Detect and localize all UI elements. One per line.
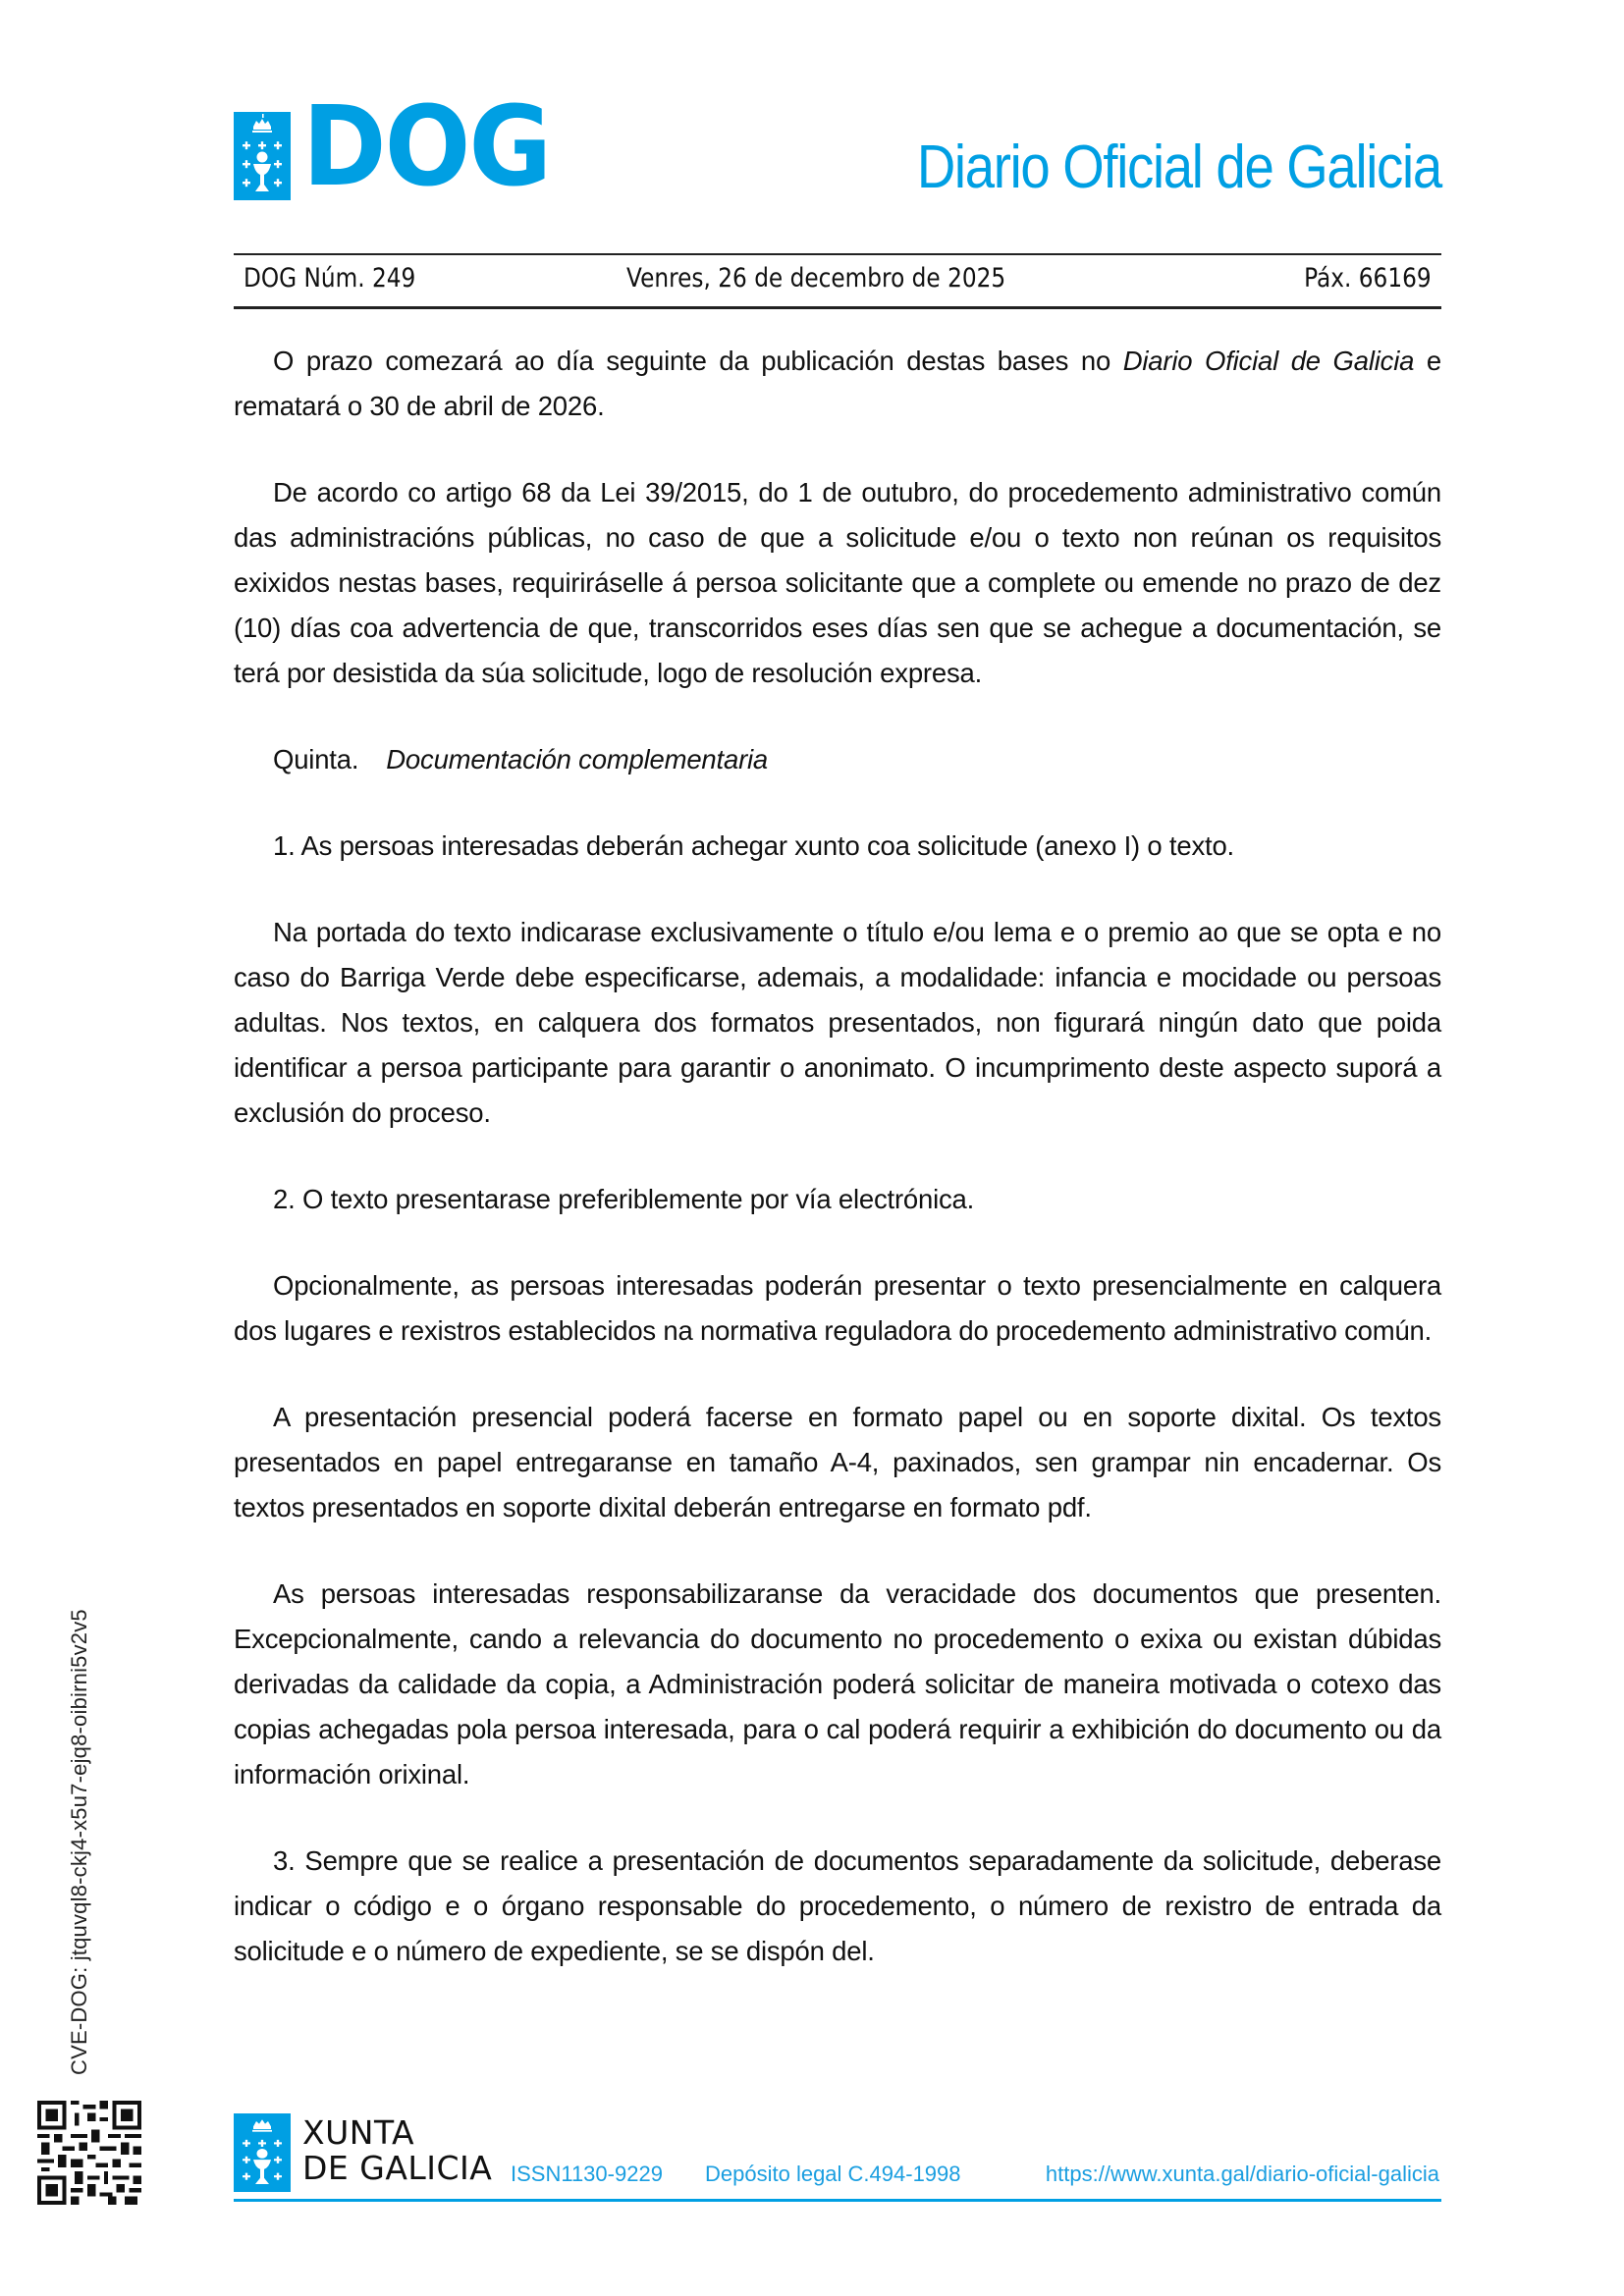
paragraph: As persoas interesadas responsabilizaranse da veracidade dos documentos que presenten. Excepcionalmente, cando a relevancia do documento no procedemento o exixa ou existan dúbidas derivadas da calidade da copia, a Administración poderá solicitar de maneira motivada o cotexo das copias achegadas pola persoa interesada, para o cal poderá requirir a exhibición do documento ou da información orixinal. xyxy=(234,1578,1441,1789)
footer-deposito-legal: Depósito legal C.494-1998 xyxy=(705,2162,961,2186)
xunta-logo-line2: DE GALICIA xyxy=(302,2149,493,2187)
footer-issn: ISSN1130-9229 xyxy=(511,2162,663,2186)
paragraph: A presentación presencial poderá facerse en formato papel ou en soporte dixital. Os textos presentados en papel entregaranse en tamaño A-4, paxinados, sen grampar nin encadernar. Os textos presentados en soporte dixital deberán entregarse en formato pdf. xyxy=(234,1402,1441,1522)
text: e rematará o 30 de abril de 2026. xyxy=(234,346,1441,421)
document-body xyxy=(234,339,1441,2015)
cve-code: CVE-DOG: jtquvql8-ckj4-x5u7-ejq8-oibirni5v2v5 xyxy=(67,1609,91,2075)
galicia-coat-of-arms-icon xyxy=(234,2113,291,2192)
xunta-logo-text xyxy=(302,2115,492,2186)
xunta-de-galicia-logo xyxy=(234,2113,499,2194)
italic-publication-name: Diario Oficial de Galicia xyxy=(1122,346,1415,376)
paragraph: De acordo co artigo 68 da Lei 39/2015, do 1 de outubro, do procedemento administrativo común das administracións públicas, no caso de que a solicitude e/ou o texto non reúnan os requisitos exixidos nestas bases, requiriráselle á persoa solicitante que a complete ou emende no prazo de dez (10) días coa advertencia de que, transcorridos eses días sen que se achegue a documentación, se terá por desistida da súa solicitude, logo de resolución expresa. xyxy=(234,477,1441,688)
paragraph xyxy=(234,339,1441,429)
masthead xyxy=(234,83,1441,211)
section-heading xyxy=(234,737,1441,782)
page-number: Páx. 66169 xyxy=(1304,263,1432,294)
paragraph: Na portada do texto indicarase exclusivamente o título e/ou lema e o premio ao que se opta e no caso do Barriga Verde debe especificarse, ademais, a modalidade: infancia e mocidade ou persoas adultas. Nos textos, en calquera dos formatos presentados, non figurará ningún dato que poida identificar a persoa participante para garantir o anonimato. O incumprimento deste aspecto suporá a exclusión do proceso. xyxy=(234,917,1441,1128)
dog-logo-wordmark: DOG xyxy=(302,83,551,211)
section-title: Documentación complementaria xyxy=(386,744,769,774)
publication-title: Diario Oficial de Galicia xyxy=(916,133,1441,201)
paragraph: 1. As persoas interesadas deberán achegar xunto coa solicitude (anexo I) o texto. xyxy=(273,830,1234,861)
section-label: Quinta. xyxy=(273,744,359,774)
galicia-coat-of-arms-icon xyxy=(234,112,291,200)
page-header xyxy=(234,253,1441,309)
footer-url-link[interactable]: https://www.xunta.gal/diario-oficial-galicia xyxy=(1045,2162,1439,2186)
footer-divider xyxy=(234,2199,1441,2202)
text: O prazo comezará ao día seguinte da publicación destas bases no xyxy=(273,346,1123,376)
issue-date: Venres, 26 de decembro de 2025 xyxy=(626,263,1006,294)
issue-number: DOG Núm. 249 xyxy=(244,263,416,294)
qr-code-icon xyxy=(37,2101,141,2205)
paragraph: 2. O texto presentarase preferiblemente por vía electrónica. xyxy=(273,1184,975,1214)
paragraph: 3. Sempre que se realice a presentación de documentos separadamente da solicitude, deberase indicar o código e o órgano responsable do procedemento, o número de rexistro de entrada da solicitude e o número de expediente, se se dispón del. xyxy=(234,1845,1441,1966)
paragraph: Opcionalmente, as persoas interesadas poderán presentar o texto presencialmente en calquera dos lugares e rexistros establecidos na normativa reguladora do procedemento administrativo común. xyxy=(234,1270,1441,1346)
xunta-logo-line1: XUNTA xyxy=(302,2113,415,2152)
